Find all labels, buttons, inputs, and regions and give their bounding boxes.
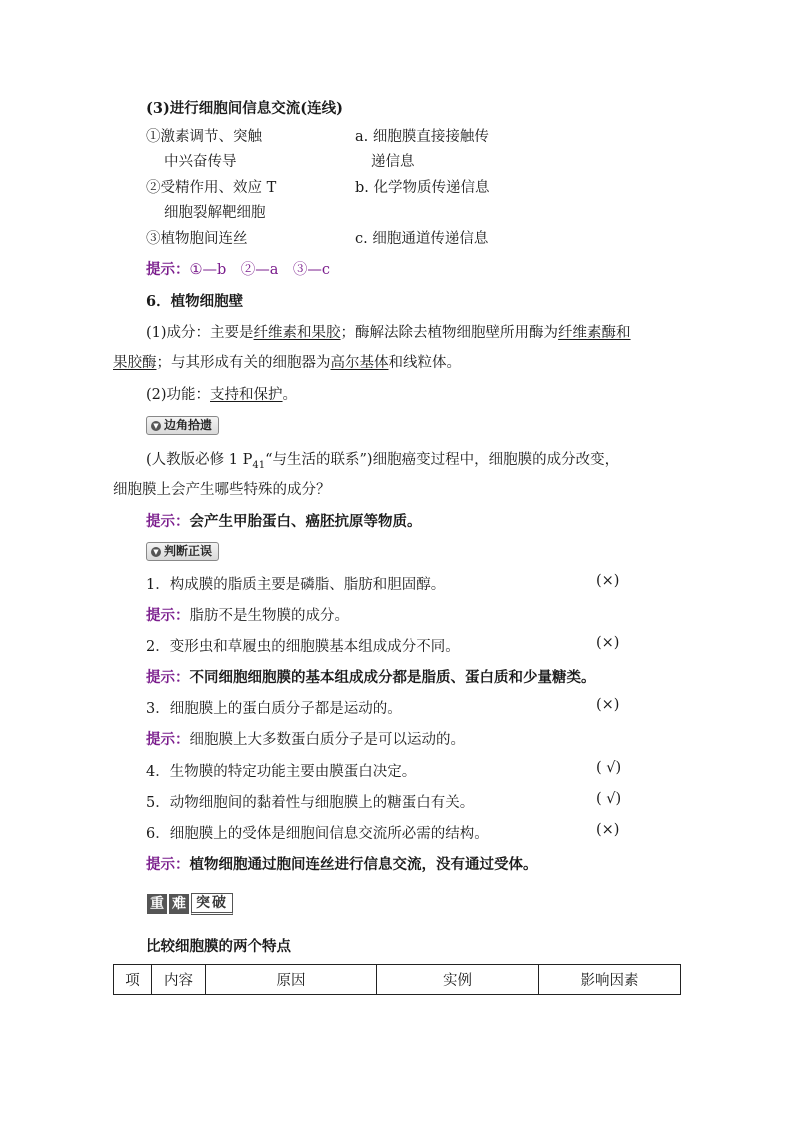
p2-text-b: 。 xyxy=(282,387,298,403)
zhongnan-chars-light: 突破 xyxy=(191,893,233,915)
table-header-cell: 实例 xyxy=(377,965,539,995)
judge-item-6: 6．细胞膜上的受体是细胞间信息交流所必需的结构。 xyxy=(146,826,489,842)
judge-mark-2: (×) xyxy=(596,635,620,651)
table-header-cell: 影响因素 xyxy=(539,965,681,995)
p1-text-a: (1)成分：主要是 xyxy=(146,325,254,341)
judge-mark-4: ( √) xyxy=(596,760,622,776)
match-right-a-line1: a. 细胞膜直接接触传 xyxy=(355,129,489,145)
match-left-2-line2: 细胞裂解靶细胞 xyxy=(164,205,266,221)
compare-table xyxy=(113,964,681,995)
hint-label: 提示： xyxy=(146,261,190,278)
p1-text-c: ；与其形成有关的细胞器为 xyxy=(156,355,331,371)
section6-p2 xyxy=(146,383,297,404)
judge-item-2: 2．变形虫和草履虫的细胞膜基本组成成分不同。 xyxy=(146,639,460,655)
judge-mark-5: ( √) xyxy=(596,791,622,807)
hint-text: 不同细胞细胞膜的基本组成成分都是脂质、蛋白质和少量糖类。 xyxy=(189,669,596,686)
p2-text-a: (2)功能： xyxy=(146,387,211,403)
match-right-c: c. 细胞通道传递信息 xyxy=(355,231,489,247)
match-right-b: b. 化学物质传递信息 xyxy=(355,180,490,196)
chevron-down-icon: ▼ xyxy=(151,547,161,557)
judge-hint-1 xyxy=(146,604,349,625)
p1-underline-3: 果胶酶 xyxy=(113,355,157,371)
section6-p1-line2 xyxy=(113,351,461,372)
table-header-cell: 内容 xyxy=(152,965,206,995)
hint-text: ①—b ②—a ③—c xyxy=(189,262,331,278)
zhongnan-char-1: 重 xyxy=(147,894,167,914)
bianjiao-hint xyxy=(146,510,422,531)
judge-item-1: 1．构成膜的脂质主要是磷脂、脂肪和胆固醇。 xyxy=(146,577,446,593)
zhongnan-char-2: 难 xyxy=(169,894,189,914)
hint-label: 提示： xyxy=(146,856,190,873)
judge-hint-2 xyxy=(146,666,596,687)
judge-mark-1: (×) xyxy=(596,573,620,589)
judge-hint-6 xyxy=(146,853,538,874)
table-header-cell: 原因 xyxy=(206,965,377,995)
judge-item-5: 5．动物细胞间的黏着性与细胞膜上的糖蛋白有关。 xyxy=(146,795,475,811)
hint-text: 会产生甲胎蛋白、癌胚抗原等物质。 xyxy=(189,513,422,530)
q-text-b: “与生活的联系”)细胞癌变过程中，细胞膜的成分改变， xyxy=(265,452,620,468)
judge-item-3: 3．细胞膜上的蛋白质分子都是运动的。 xyxy=(146,701,402,717)
zhongnan-heading xyxy=(147,893,233,915)
hint-label: 提示： xyxy=(146,513,190,530)
judge-mark-3: (×) xyxy=(596,697,620,713)
p1-underline-4: 高尔基体 xyxy=(330,355,389,371)
judge-tag xyxy=(146,542,219,561)
table-header-row xyxy=(114,965,681,995)
match-left-2-line1: ②受精作用、效应 T xyxy=(146,180,277,196)
hint-label: 提示： xyxy=(146,731,190,748)
p1-underline-1: 纤维素和果胶 xyxy=(253,325,341,341)
bianjiao-tag-label: 边角拾遗 xyxy=(164,418,213,432)
q-text-a: (人教版必修 1 P xyxy=(146,452,253,468)
section3-title: (3)进行细胞间信息交流(连线) xyxy=(146,100,344,117)
zhongnan-subtitle: 比较细胞膜的两个特点 xyxy=(146,938,291,955)
p1-text-b: ；酶解法除去植物细胞壁所用酶为 xyxy=(340,325,559,341)
p1-underline-2: 纤维素酶和 xyxy=(558,325,631,341)
hint-label: 提示： xyxy=(146,669,190,686)
hint-text: 植物细胞通过胞间连丝进行信息交流，没有通过受体。 xyxy=(189,856,538,873)
bianjiao-question-line1 xyxy=(146,448,619,471)
match-right-a-line2: 递信息 xyxy=(371,154,415,170)
section6-title: 6．植物细胞壁 xyxy=(146,293,244,310)
section6-p1-line1 xyxy=(146,321,631,342)
judge-hint-3 xyxy=(146,728,465,749)
match-left-1-line2: 中兴奋传导 xyxy=(164,154,237,170)
bianjiao-tag xyxy=(146,416,219,435)
judge-mark-6: (×) xyxy=(596,822,620,838)
p1-text-d: 和线粒体。 xyxy=(388,355,461,371)
judge-tag-label: 判断正误 xyxy=(164,544,213,558)
section3-hint xyxy=(146,258,330,279)
table-header-cell: 项 xyxy=(114,965,152,995)
q-sub: 41 xyxy=(252,459,266,471)
match-left-1-line1: ①激素调节、突触 xyxy=(146,129,262,145)
hint-label: 提示： xyxy=(146,607,190,624)
hint-text: 脂肪不是生物膜的成分。 xyxy=(189,608,349,624)
judge-item-4: 4．生物膜的特定功能主要由膜蛋白决定。 xyxy=(146,764,417,780)
chevron-down-icon: ▼ xyxy=(151,421,161,431)
bianjiao-question-line2: 细胞膜上会产生哪些特殊的成分？ xyxy=(113,482,331,498)
p2-underline: 支持和保护 xyxy=(210,387,283,403)
match-left-3-line1: ③植物胞间连丝 xyxy=(146,231,248,247)
hint-text: 细胞膜上大多数蛋白质分子是可以运动的。 xyxy=(189,732,465,748)
